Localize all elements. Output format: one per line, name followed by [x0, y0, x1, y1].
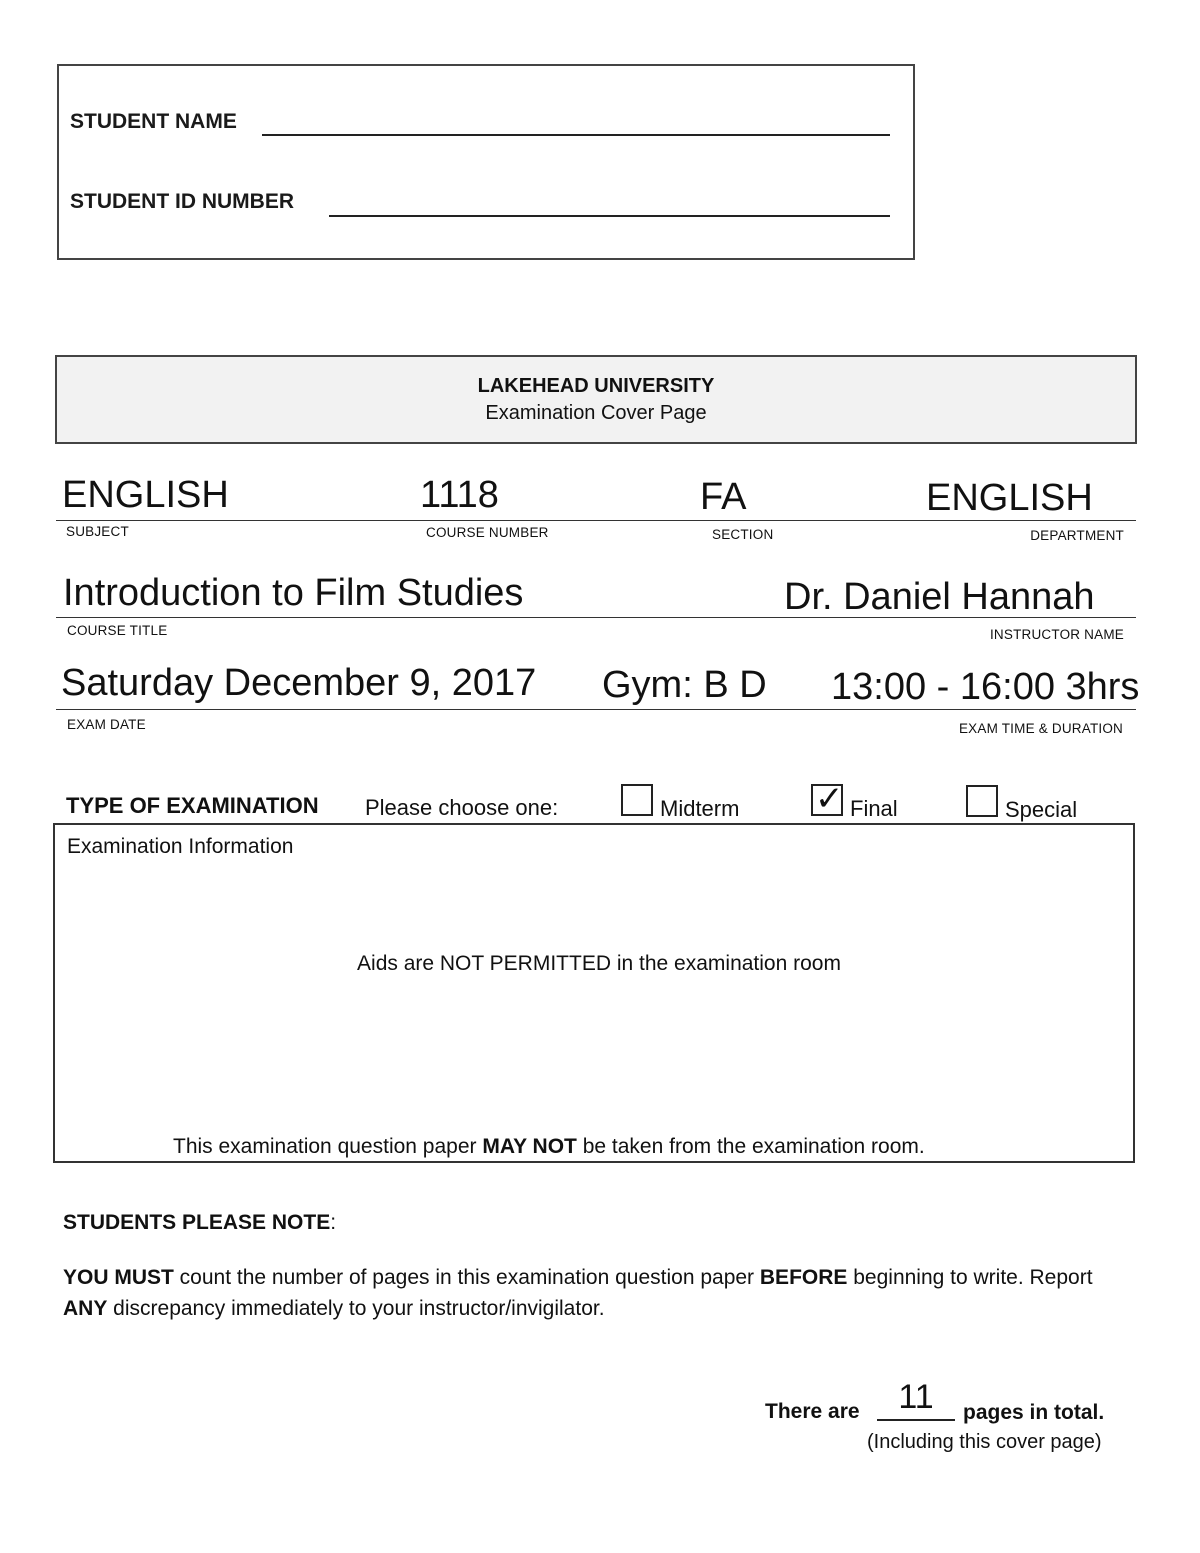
exam-location-value: Gym: B D [602, 664, 767, 706]
exam-time-label: EXAM TIME & DURATION [958, 721, 1123, 736]
final-checkbox[interactable] [811, 779, 844, 819]
divider-line [56, 520, 1136, 521]
course-title-label: COURSE TITLE [67, 623, 168, 638]
note-emphasis: YOU MUST [63, 1266, 174, 1289]
notes-heading-text: STUDENTS PLEASE NOTE [63, 1211, 331, 1234]
student-name-field[interactable] [262, 134, 890, 136]
page-count-instructions [63, 1262, 1103, 1324]
page-count-suffix: pages in total. [963, 1401, 1105, 1424]
page-count-value: 11 [877, 1375, 955, 1421]
removal-notice [173, 1135, 925, 1159]
exam-type-label: TYPE OF EXAMINATION [66, 793, 319, 818]
note-text: count the number of pages in this examination question paper [173, 1266, 760, 1289]
note-text: beginning to write. Report [847, 1266, 1093, 1289]
exam-info-heading: Examination Information [67, 835, 294, 858]
subject-label: SUBJECT [66, 524, 129, 539]
instructor-value: Dr. Daniel Hannah [784, 576, 1095, 618]
midterm-checkbox[interactable] [621, 784, 653, 816]
university-header [55, 355, 1137, 444]
exam-time-value: 13:00 - 16:00 3hrs [831, 666, 1140, 708]
course-number-value: 1118 [420, 474, 499, 516]
exam-date-value: Saturday December 9, 2017 [61, 662, 537, 704]
notes-heading-colon: : [330, 1211, 337, 1234]
page-count-note: (Including this cover page) [867, 1431, 1102, 1453]
divider-line [56, 617, 1136, 618]
department-value: ENGLISH [926, 477, 1093, 519]
page-count-prefix: There are [765, 1400, 860, 1423]
section-value: FA [700, 476, 747, 518]
special-option-label: Special [1005, 797, 1078, 822]
special-checkbox[interactable] [966, 785, 998, 817]
examination-info-box [53, 823, 1135, 1163]
checkmark-icon: ✓ [815, 779, 844, 819]
note-emphasis: BEFORE [759, 1266, 848, 1289]
removal-notice-text: be taken from the examination room. [576, 1135, 925, 1158]
instructor-label: INSTRUCTOR NAME [989, 627, 1124, 642]
divider-line [56, 709, 1136, 710]
section-label: SECTION [712, 527, 774, 542]
department-label: DEPARTMENT [1030, 528, 1124, 543]
cover-page-subtitle: Examination Cover Page [485, 402, 707, 424]
note-emphasis: ANY [63, 1297, 108, 1320]
midterm-option-label: Midterm [660, 796, 740, 821]
student-id-label: STUDENT ID NUMBER [70, 190, 294, 213]
final-option-label: Final [850, 796, 898, 821]
removal-notice-text: This examination question paper [173, 1135, 483, 1158]
note-text: discrepancy immediately to your instructor/invigilator. [107, 1297, 605, 1320]
exam-type-prompt: Please choose one: [365, 795, 559, 820]
notes-heading [63, 1211, 336, 1235]
university-name: LAKEHEAD UNIVERSITY [477, 375, 715, 397]
removal-notice-emphasis: MAY NOT [482, 1135, 577, 1158]
student-name-label: STUDENT NAME [70, 110, 237, 133]
subject-value: ENGLISH [62, 474, 229, 516]
student-id-field[interactable] [329, 215, 890, 217]
course-number-label: COURSE NUMBER [426, 525, 549, 540]
course-title-value: Introduction to Film Studies [63, 572, 524, 614]
exam-date-label: EXAM DATE [67, 717, 146, 732]
aids-notice: Aids are NOT PERMITTED in the examination room [357, 952, 841, 975]
student-info-box [57, 64, 915, 260]
